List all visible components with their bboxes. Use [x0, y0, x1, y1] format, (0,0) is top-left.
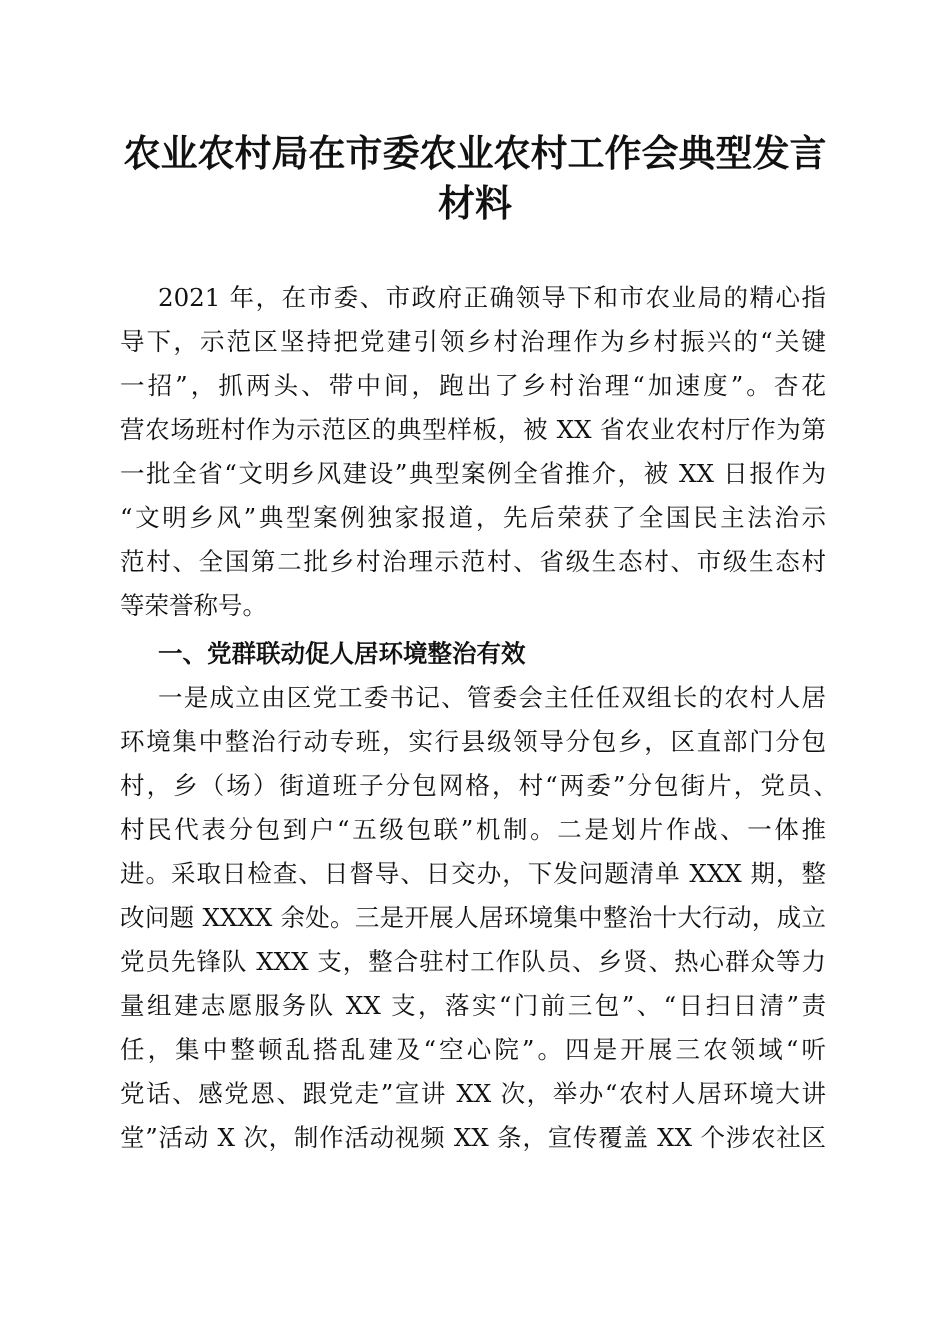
- paragraph2-line-1: 一是成立由区党工委书记、管委会主任任双组长的农村人居: [158, 683, 826, 712]
- paragraph2-line-7: 党员先锋队 XXX 支，整合驻村工作队员、乡贤、热心群众等力: [120, 947, 826, 976]
- paragraph1-line-8: 等荣誉称号。: [120, 591, 267, 620]
- paragraph1-line-1: 2021 年，在市委、市政府正确领导下和市农业局的精心指: [158, 283, 826, 312]
- paragraph2-line-10: 党话、感党恩、跟党走”宣讲 XX 次，举办“农村人居环境大讲: [120, 1079, 826, 1108]
- section1-heading: 一、党群联动促人居环境整治有效: [158, 639, 526, 668]
- paragraph1-line-4: 营农场班村作为示范区的典型样板，被 XX 省农业农村厅作为第: [120, 415, 826, 444]
- paragraph1-line-6: “文明乡风”典型案例独家报道，先后荣获了全国民主法治示: [120, 503, 826, 532]
- paragraph2-line-3: 村，乡（场）街道班子分包网格，村“两委”分包街片，党员、: [120, 771, 838, 800]
- paragraph2-line-8: 量组建志愿服务队 XX 支，落实“门前三包”、“日扫日清”责: [120, 991, 826, 1020]
- paragraph1-line-7: 范村、全国第二批乡村治理示范村、省级生态村、市级生态村: [120, 547, 826, 576]
- paragraph2-line-9: 任，集中整顿乱搭乱建及“空心院”。四是开展三农领域“听: [120, 1035, 826, 1064]
- paragraph2-line-11: 堂”活动 X 次，制作活动视频 XX 条，宣传覆盖 XX 个涉农社区: [120, 1123, 826, 1152]
- paragraph1-line-3: 一招”，抓两头、带中间，跑出了乡村治理“加速度”。杏花: [120, 371, 826, 400]
- paragraph1-line-5: 一批全省“文明乡风建设”典型案例全省推介，被 XX 日报作为: [120, 459, 826, 488]
- document-title: 农业农村局在市委农业农村工作会典型发言材料: [123, 131, 827, 225]
- paragraph1-line-2: 导下，示范区坚持把党建引领乡村治理作为乡村振兴的“关键: [120, 327, 826, 356]
- paragraph2-line-4: 村民代表分包到户“五级包联”机制。二是划片作战、一体推: [120, 815, 826, 844]
- paragraph2-line-5: 进。采取日检查、日督导、日交办，下发问题清单 XXX 期，整: [120, 859, 826, 888]
- paragraph2-line-2: 环境集中整治行动专班，实行县级领导分包乡，区直部门分包: [120, 727, 826, 756]
- paragraph2-line-6: 改问题 XXXX 余处。三是开展人居环境集中整治十大行动，成立: [120, 903, 826, 932]
